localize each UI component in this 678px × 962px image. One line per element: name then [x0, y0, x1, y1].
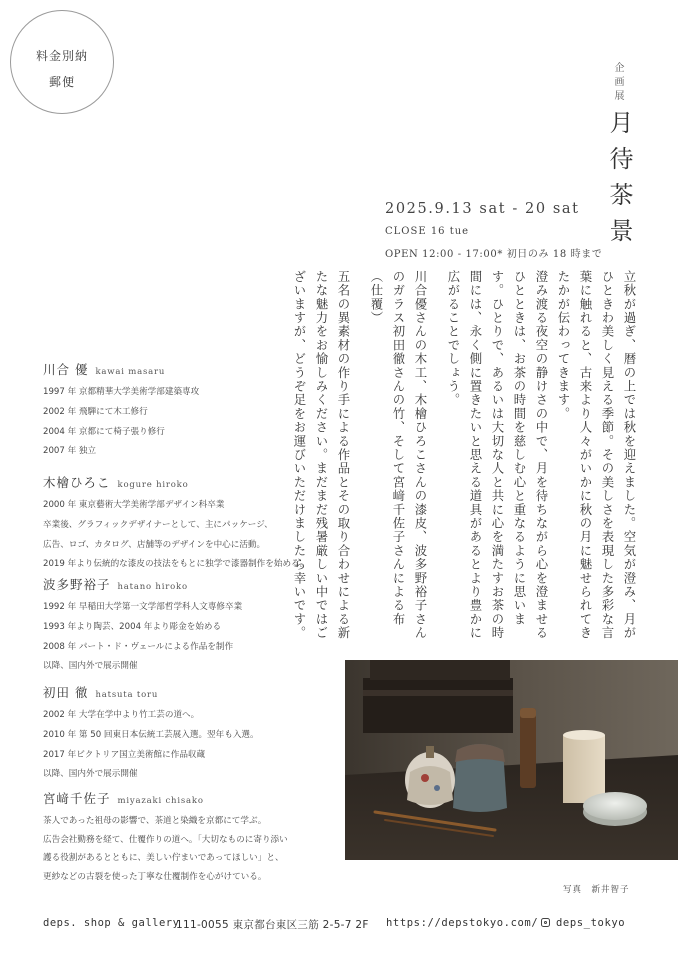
bio-line: 卒業後、グラフィックデザイナーとして、主にパッケージ、: [43, 519, 273, 530]
bio-line: 2000 年 東京藝術大学美術学部デザイン科卒業: [43, 500, 225, 510]
artist-roman-name: hatsuta toru: [95, 690, 159, 700]
postage-line-1: 料金別納: [35, 49, 88, 63]
artist-roman-name: kogure hiroko: [117, 480, 189, 490]
description-paragraph-4: 五名の異素材の作り手による作品とその取り合わせによる新たな魅力をお愉しみください。まだまだ残暑厳しい中ではございますが、どうぞ足をお運びいただけましたら幸いです。: [292, 270, 351, 640]
closed-day: CLOSE 16 tue: [385, 226, 470, 237]
bio-line: 護る役割があるとともに、美しい佇まいであってほしい」と、: [43, 853, 284, 864]
bio-line: 以降、国内外で展示開催: [43, 769, 138, 780]
instagram-link[interactable]: [541, 917, 625, 929]
bio-line: 2004 年 京都にて椅子張り修行: [43, 426, 165, 437]
bio-line: 2002 年 大学在学中より竹工芸の道へ。: [43, 710, 200, 720]
artist-roman-name: miyazaki chisako: [117, 796, 204, 806]
artist-name: 川合 優: [43, 362, 89, 377]
shop-website-link[interactable]: https://depstokyo.com/: [386, 917, 539, 929]
bio-line: 2002 年 飛騨にて木工修行: [43, 406, 148, 417]
bio-line: 広告、ロゴ、カタログ、店舗等のデザインを中心に活動。: [43, 539, 266, 550]
bio-line: 1992 年 早稲田大学第一文学部哲学科人文専修卒業: [43, 602, 243, 612]
exhibition-description: [292, 270, 640, 640]
artist-name: 初田 徹: [43, 685, 89, 700]
bio-line: 2007 年 独立: [43, 446, 97, 457]
artist-bio-kawai: [43, 359, 343, 462]
artist-bio-hatano: [43, 574, 343, 677]
bio-line: 2010 年 第 50 回東日本伝統工芸展入選。翌年も入選。: [43, 729, 259, 740]
description-paragraph-1: 立秋が過ぎ、暦の上では秋を迎えました。空気が澄み、月がひときわ美しく見える季節。その美しさを表現した多彩な言葉に触れると、古来より人々がいかに秋の月に魅せられてきたかが伝わってきます。: [556, 270, 637, 640]
postage-mark: [10, 10, 114, 114]
artist-bio-hatsuta: [43, 682, 343, 785]
bio-line: 2017 年ビクトリア国立美術館に作品収蔵: [43, 749, 206, 760]
still-life-photo: [345, 660, 678, 860]
instagram-handle: deps_tokyo: [556, 917, 626, 929]
artist-roman-name: hatano hiroko: [117, 582, 188, 592]
artist-name: 木檜ひろこ: [43, 475, 111, 490]
exhibition-dates: 2025.9.13 sat - 20 sat: [385, 201, 580, 217]
shop-address: 111-0055 東京都台東区三筋 2-5-7 2F: [176, 919, 369, 931]
description-paragraph-3: 川合優さんの木工、木檜ひろこさんの漆皮、波多野裕子さんのガラス初田徹さんの竹、そして宮﨑千佐子さんによる布（仕覆）: [369, 270, 428, 640]
opening-hours: OPEN 12:00 - 17:00* 初日のみ 18 時まで: [385, 249, 603, 260]
photo-credit: 写真 新井智子: [563, 885, 630, 895]
artist-roman-name: kawai masaru: [95, 367, 166, 377]
description-paragraph-2: 澄み渡る夜空の静けさの中で、月を待ちながら心を澄ませるひとときは、お茶の時間を慈しむ心と重なるように思います。ひとりで、あるいは大切な人と共に心を満たすお茶の時間には、永く側に置きたいと思える道具があるとより豊かに広がることでしょう。: [446, 270, 549, 640]
artist-name: 宮﨑千佐子: [43, 791, 111, 806]
shop-name: deps. shop & gallery: [43, 917, 180, 929]
postage-line-2: 郵便: [48, 75, 75, 89]
bio-line: 以降、国内外で展示開催: [43, 661, 138, 672]
bio-line: 2008 年 パート・ド・ヴェールによる作品を制作: [43, 641, 234, 652]
instagram-icon: [541, 918, 550, 927]
artist-bio-kogure: [43, 472, 343, 575]
bio-line: 広告会社勤務を経て、仕覆作りの道へ。「大切なものに寄り添い: [43, 834, 288, 845]
exhibition-label: 企画展: [612, 62, 623, 104]
bio-line: 茶人であった祖母の影響で、茶道と染織を京都にて学ぶ。: [43, 816, 267, 826]
bio-line: 更紗などの古裂を使った丁寧な仕覆制作を心がけている。: [43, 871, 267, 882]
bio-line: 1993 年より陶芸、2004 年より彫金を始める: [43, 621, 222, 632]
bio-line: 1997 年 京都精華大学美術学部建築専攻: [43, 387, 200, 397]
exhibition-title: 月待茶景: [605, 110, 633, 254]
artist-bio-miyazaki: [43, 788, 343, 886]
artist-name: 波多野裕子: [43, 577, 111, 592]
bio-line: 2019 年より伝統的な漆皮の技法をもとに独学で漆器制作を始める。: [43, 559, 309, 570]
